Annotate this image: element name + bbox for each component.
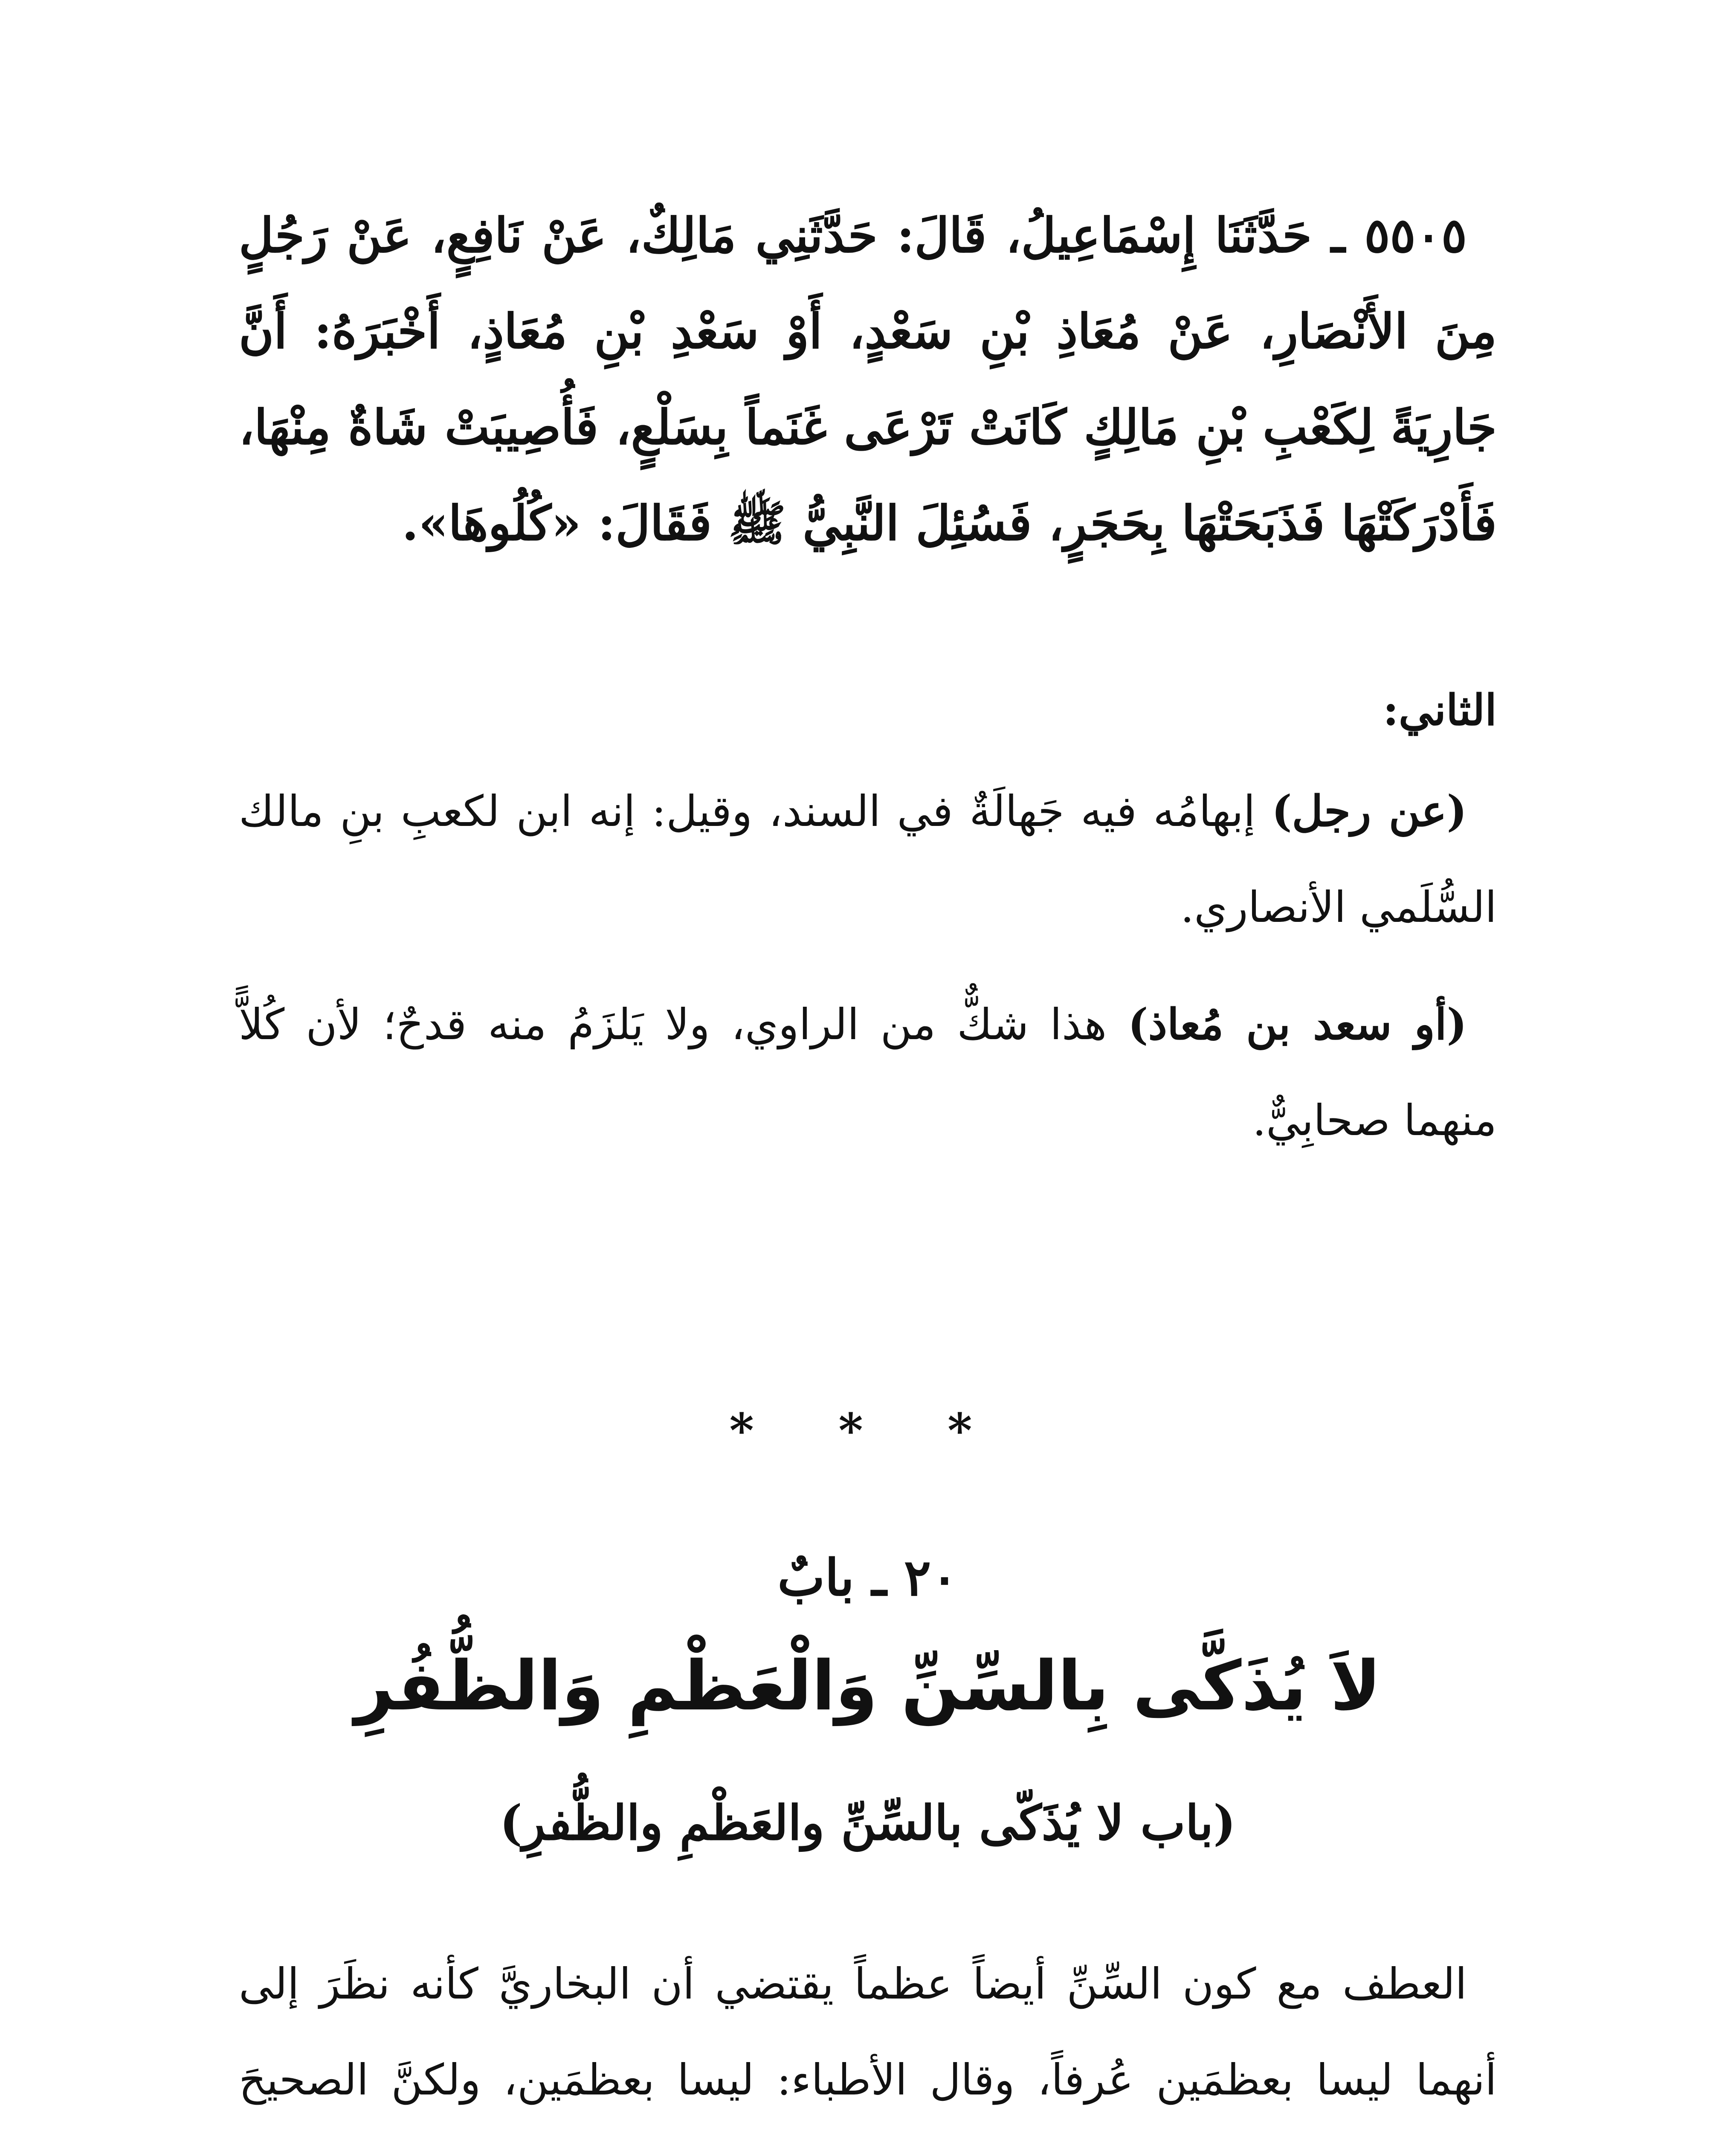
commentary-para1-text: إبهامُه فيه جَهالَةٌ في السند، وقيل: إنه ابن لكعبِ بنِ مالك السُّلَمي الأنصاري. bbox=[239, 786, 1497, 932]
document-page bbox=[239, 188, 1497, 2132]
chapter-body: العطف مع كون السِّنِّ أيضاً عظماً يقتضي أن البخاريَّ كأنه نظَرَ إلى أنهما ليسا بعظمَين عُرفاً، وقال الأطباء: ليسا بعظمَين، ولكنَّ الصحيحَ bbox=[239, 1959, 1497, 2105]
section-separator: * * * bbox=[729, 1403, 1006, 1458]
commentary-paragraph-2 bbox=[239, 976, 1497, 1168]
commentary-heading: الثاني: bbox=[1383, 685, 1497, 735]
commentary-para2-text: هذا شكٌّ من الراوي، ولا يَلزَمُ منه قدحٌ؛ لأن كُلاًّ منهما صحابِيٌّ. bbox=[239, 999, 1497, 1145]
hadith-text: ٥٥٠٥ ـ حَدَّثَنَا إِسْمَاعِيلُ، قَالَ: حَدَّثَنِي مَالِكٌ، عَنْ نَافِعٍ، عَنْ رَجُلٍ مِنَ الأَنْصَارِ، عَنْ مُعَاذِ بْنِ سَعْدٍ، أَوْ سَعْدِ بْنِ مُعَاذٍ، أَخْبَرَهُ: أَنَّ جَارِيَةً لِكَعْبِ بْنِ مَالِكٍ كَانَتْ تَرْعَى غَنَماً بِسَلْعٍ، فَأُصِيبَتْ شَاةٌ مِنْهَا، فَأَدْرَكَتْهَا فَذَبَحَتْهَا بِحَجَرٍ، فَسُئِلَ النَّبِيُّ ﷺ فَقَالَ: «كُلُوهَا». bbox=[239, 208, 1497, 551]
commentary-para2-lead: (أو سعد بن مُعاذ) bbox=[1128, 999, 1467, 1049]
chapter-subtitle: (باب لا يُذَكّى بالسِّنِّ والعَظْمِ والظُّفرِ) bbox=[499, 1795, 1236, 1851]
commentary-para1-lead: (عن رجل) bbox=[1272, 786, 1467, 836]
commentary-paragraph-1 bbox=[239, 763, 1497, 955]
chapter-number: ٢٠ ـ بابٌ bbox=[777, 1548, 958, 1607]
chapter-title: لاَ يُذَكَّى بِالسِّنِّ وَالْعَظْمِ وَالظُّفُرِ bbox=[354, 1646, 1381, 1726]
